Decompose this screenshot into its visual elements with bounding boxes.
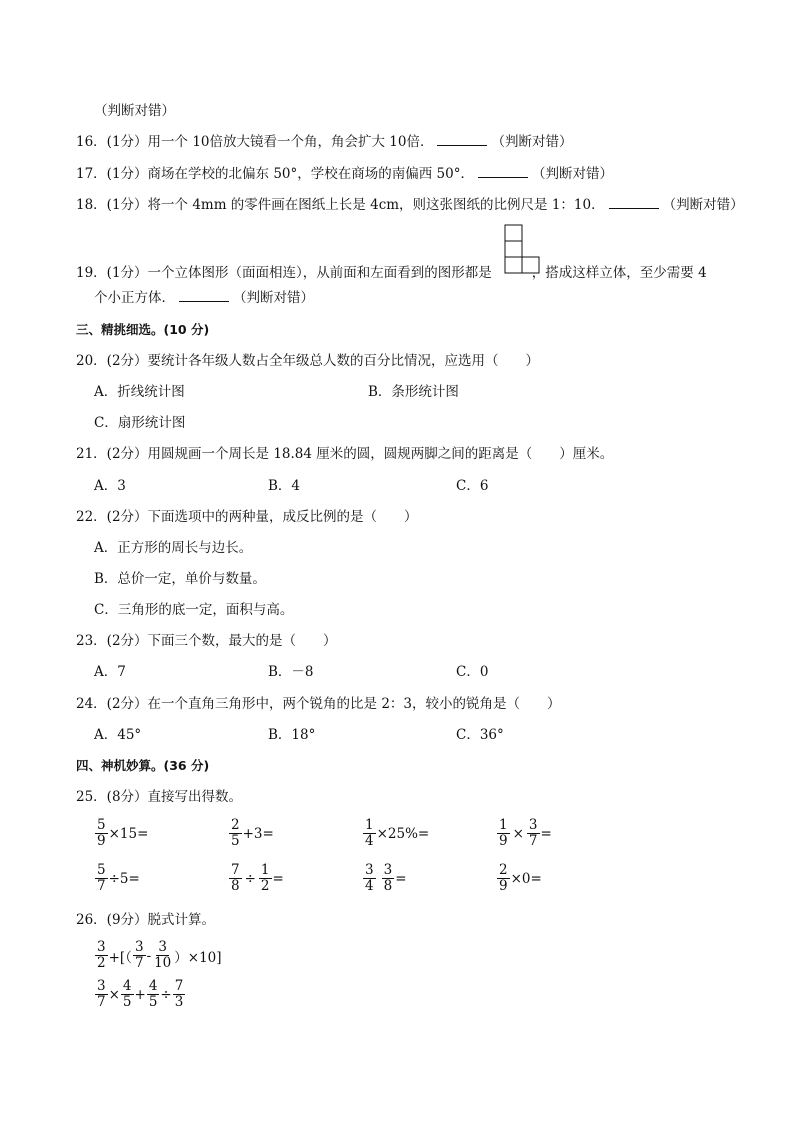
q23-option-c[interactable]: C．0 xyxy=(456,664,489,680)
q19-text-c: 个小正方体． xyxy=(94,290,175,306)
q22-option-c[interactable]: C．三角形的底一定，面积与高。 xyxy=(94,602,294,618)
q24-option-b[interactable]: B．18° xyxy=(268,727,316,743)
question-24: 24．(2分）在一个直角三角形中，两个锐角的比是 2：3，较小的锐角是（ ） xyxy=(76,696,561,712)
fraction: $\frac{3}{4}$ xyxy=(365,862,374,894)
q25-expr-6: $\frac{7}{8}$ ÷ $\frac{1}{2}$ = xyxy=(231,862,284,894)
q25-expr-7: $\frac{3}{4}$ $\frac{3}{8}$ = xyxy=(365,862,407,894)
q20-option-b[interactable]: B．条形统计图 xyxy=(368,384,459,400)
q15-tail: （判断对错） xyxy=(94,103,175,119)
fraction: $\frac{1}{2}$ xyxy=(260,862,270,894)
fraction: $\frac{2}{9}$ xyxy=(499,862,508,894)
fraction: $\frac{5}{9}$ xyxy=(97,817,106,849)
q16-answer-blank[interactable] xyxy=(437,133,487,146)
fraction: $\frac{4}{5}$ xyxy=(122,978,132,1010)
q19-answer-blank[interactable] xyxy=(179,289,229,302)
q17-judge: （判断对错） xyxy=(531,166,613,182)
q16-judge: （判断对错） xyxy=(491,134,573,150)
fraction: $\frac{5}{7}$ xyxy=(97,862,106,894)
q16-text: 16．(1分）用一个 10倍放大镜看一个角，角会扩大 10倍． xyxy=(76,134,434,150)
question-17 xyxy=(76,165,613,183)
q21-option-a[interactable]: A．3 xyxy=(94,478,126,494)
q26-expr-b: $\frac{3}{7}$ × $\frac{4}{5}$ + $\frac{4}{5}$ ÷ $\frac{7}{3}$ xyxy=(97,978,184,1010)
q25-expr-8: $\frac{2}{9}$ ×0= xyxy=(499,862,542,894)
fraction: $\frac{4}{5}$ xyxy=(148,978,158,1010)
q24-option-c[interactable]: C．36° xyxy=(456,727,504,743)
q25-expr-5: $\frac{5}{7}$ ÷5= xyxy=(97,862,140,894)
section-4-heading: 四、神机妙算。(36 分) xyxy=(76,758,210,773)
q25-expr-1: $\frac{5}{9}$ ×15= xyxy=(97,817,149,849)
fraction: $\frac{7}{3}$ xyxy=(174,978,184,1010)
fraction: $\frac{3}{10}$ xyxy=(154,939,172,971)
q23-option-a[interactable]: A．7 xyxy=(94,664,126,680)
q24-option-a[interactable]: A．45° xyxy=(94,727,142,743)
cube-view-figure xyxy=(504,224,540,275)
fraction: $\frac{3}{7}$ xyxy=(134,939,144,971)
q20-option-a[interactable]: A．折线统计图 xyxy=(94,384,185,400)
q22-option-a[interactable]: A．正方形的周长与边长。 xyxy=(94,540,253,556)
question-25: 25．(8分）直接写出得数。 xyxy=(76,789,243,805)
q21-option-c[interactable]: C．6 xyxy=(456,478,489,494)
section-3-heading: 三、精挑细选。(10 分) xyxy=(76,322,210,337)
fraction: $\frac{3}{2}$ xyxy=(97,939,106,971)
q25-expr-2: $\frac{2}{5}$ +3= xyxy=(231,817,274,849)
q22-option-b[interactable]: B．总价一定，单价与数量。 xyxy=(94,571,266,587)
q18-answer-blank[interactable] xyxy=(609,196,659,209)
question-26: 26．(9分）脱式计算。 xyxy=(76,912,216,928)
question-21: 21．(2分）用圆规画一个周长是 18.84 厘米的圆，圆规两脚之间的距离是（ ）厘米。 xyxy=(76,446,614,462)
q19-text-b: ，搭成这样立体，至少需要 4 xyxy=(531,265,707,281)
q19-judge: （判断对错） xyxy=(233,290,314,306)
fraction: $\frac{3}{8}$ xyxy=(383,862,393,894)
question-19-line2 xyxy=(94,289,314,307)
fraction: $\frac{1}{9}$ xyxy=(499,817,508,849)
q19-text-a: 19．(1分）一个立体图形（面面相连），从前面和左面看到的图形都是 xyxy=(76,265,492,281)
question-20: 20．(2分）要统计各年级人数占全年级总人数的百分比情况，应选用（ ） xyxy=(76,353,540,369)
q23-option-b[interactable]: B．－8 xyxy=(268,664,314,680)
q17-text: 17．(1分）商场在学校的北偏东 50°，学校在商场的南偏西 50°． xyxy=(76,166,474,182)
question-22: 22．(2分）下面选项中的两种量，成反比例的是（ ） xyxy=(76,509,418,525)
question-23: 23．(2分）下面三个数，最大的是（ ） xyxy=(76,633,337,649)
q25-expr-4: $\frac{1}{9}$ × $\frac{3}{7}$ = xyxy=(499,817,552,849)
question-19-line1 xyxy=(76,264,707,282)
q17-answer-blank[interactable] xyxy=(478,165,528,178)
fraction: $\frac{3}{7}$ xyxy=(528,817,538,849)
q18-text: 18．(1分）将一个 4mm 的零件画在图纸上长是 4cm，则这张图纸的比例尺是 1：10． xyxy=(76,197,605,213)
q21-option-b[interactable]: B．4 xyxy=(268,478,301,494)
fraction: $\frac{1}{4}$ xyxy=(365,817,374,849)
fraction: $\frac{3}{7}$ xyxy=(97,978,106,1010)
fraction: $\frac{7}{8}$ xyxy=(231,862,240,894)
q26-expr-a: $\frac{3}{2}$ +[（ $\frac{3}{7}$ - $\frac{3}{10}$ ）×10] xyxy=(97,939,222,971)
q20-option-c[interactable]: C．扇形统计图 xyxy=(94,415,186,431)
fraction: $\frac{2}{5}$ xyxy=(231,817,240,849)
question-16 xyxy=(76,133,572,151)
q25-expr-3: $\frac{1}{4}$ ×25%= xyxy=(365,817,430,849)
q18-judge: （判断对错） xyxy=(662,197,744,213)
question-18 xyxy=(76,196,744,214)
